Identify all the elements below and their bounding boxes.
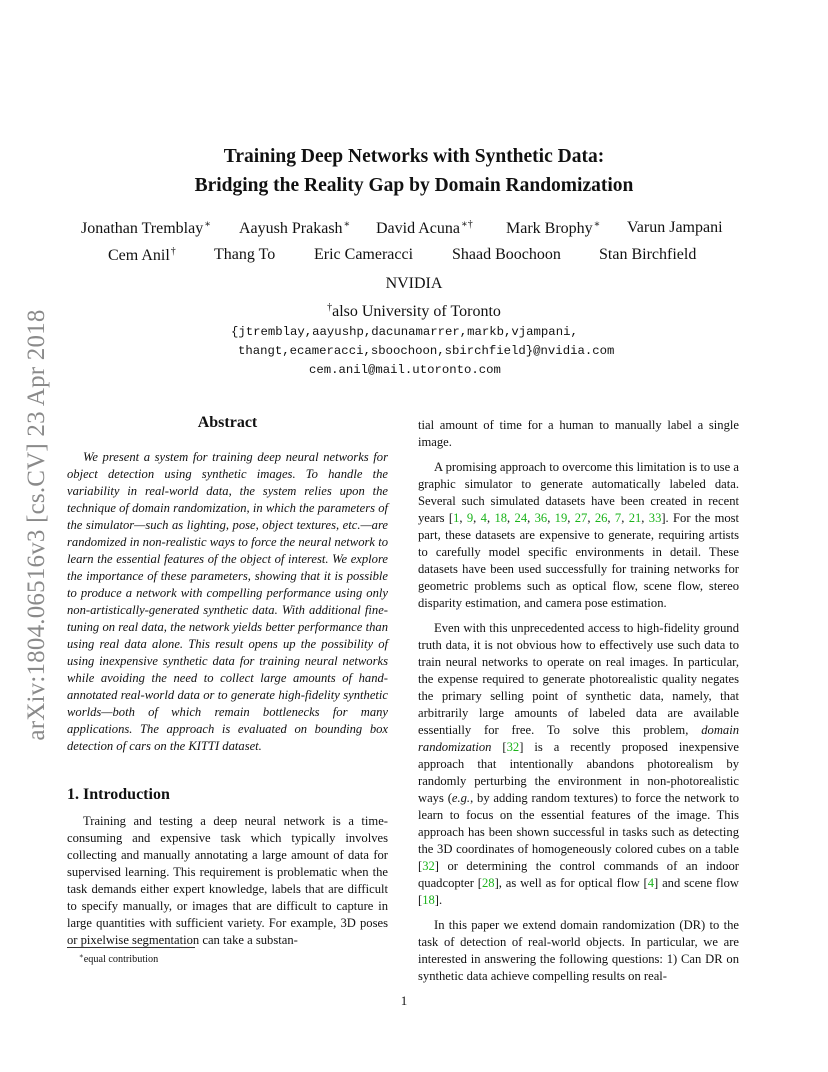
citation-link[interactable]: 28 <box>482 876 495 890</box>
footnote: ∗equal contribution <box>79 952 159 965</box>
author-tremblay: Jonathan Tremblay∗ <box>81 219 212 237</box>
paragraph-simulators: A promising approach to overcome this limitation is to use a graphic simulator to generate automatically labeled data. Several such simulated datasets have been created in recent years [1, 9, 4, 18, 24, 36, 19, 27, 26, 7, 21, 33]. For the most part, these datasets are expensive to generate, requiring artists to carefully model specific environments in detail. These datasets have been used successfully for training networks for geometric problems such as optical flow, scene flow, stereo disparity estimation, and camera pose estimation. <box>418 460 740 610</box>
email-line-1: {jtremblay,aayushp,dacunamarrer,markb,vjampani, <box>231 325 578 339</box>
title-line-2: Bridging the Reality Gap by Domain Randomization <box>194 175 634 196</box>
citation-list: 1, 9, 4, 18, 24, 36, 19, 27, 26, 7, 21, 33 <box>453 511 662 525</box>
author-anil: Cem Anil† <box>108 246 176 264</box>
citation-link[interactable]: 1 <box>453 511 460 525</box>
paragraph-this-paper: In this paper we extend domain randomization (DR) to the task of detection of real-world objects. In particular, we are interested in answering the following questions: 1) Can DR on synthetic data achieve compelling results on real- <box>418 918 739 983</box>
abstract-body <box>67 449 388 763</box>
citation-link[interactable]: 9 <box>466 511 474 525</box>
author-cameracci: Eric Cameracci <box>314 246 414 263</box>
author-prakash: Aayush Prakash∗ <box>239 219 351 237</box>
introduction-body <box>67 813 388 957</box>
author-brophy: Mark Brophy∗ <box>506 219 601 237</box>
paragraph-domain-randomization: Even with this unprecedented access to high-fidelity ground truth data, it is not obvious how to effectively use such data to train neural networks to operate on real images. In particular, the expense required to generate photorealistic quality negates the primary selling point of synthetic data, namely, that arbitrarily large amounts of labeled data are available essentially for free. To solve this problem, domain randomization [32] is a recently proposed inexpensive approach that intentionally abandons photorealism by randomly perturbing the environment in non-photorealistic ways (e.g., by adding random textures) to force the network to learn to focus on the essential features of the image. This approach has been shown successful in tasks such as detecting the 3D coordinates of homogeneously colored cubes on a table [32] or determining the control commands of an indoor quadcopter [28], as well as for optical flow [4] and scene flow [18]. <box>418 621 740 907</box>
paragraph-continuation: tial amount of time for a human to manually label a single image. <box>418 418 739 449</box>
citation-link[interactable]: 18 <box>422 893 435 907</box>
citation-link[interactable]: 7 <box>614 511 622 525</box>
citation-link[interactable]: 19 <box>554 511 568 525</box>
abstract-heading: Abstract <box>197 414 258 431</box>
author-to: Thang To <box>214 246 276 263</box>
footnote-rule <box>67 947 195 948</box>
email-line-3: cem.anil@mail.utoronto.com <box>309 363 501 377</box>
affiliation-org: NVIDIA <box>385 275 443 292</box>
author-jampani: Varun Jampani <box>627 219 723 236</box>
introduction-heading: 1. Introduction <box>67 786 170 803</box>
citation-link[interactable]: 32 <box>422 859 435 873</box>
citation-link[interactable]: 21 <box>628 511 642 525</box>
page-number: 1 <box>400 993 408 1008</box>
abstract-text: We present a system for training deep neural networks for object detection using synthetic images. To handle the variability in real-world data, the system relies upon the technique of domain randomization, in which the parameters of the simulator—such as lighting, pose, object textures, etc.—are randomized in non-realistic ways to force the neural network to learn the essential features of the object of interest. We explore the importance of these parameters, showing that it is possible to produce a network with compelling performance using only non-artistically-generated synthetic data. With additional fine-tuning on real data, the network yields better performance than using real data alone. This result opens up the possibility of using inexpensive synthetic data for training neural networks while avoiding the need to collect large amounts of hand-annotated real-world data or to generate high-fidelity synthetic worlds—both of which remain bottlenecks for many applications. The approach is evaluated on bounding box detection of cars on the KITTI dataset. <box>67 450 388 753</box>
paper-title <box>0 142 828 200</box>
citation-link[interactable]: 4 <box>647 876 655 890</box>
citation-link[interactable]: 4 <box>480 511 487 525</box>
citation-link[interactable]: 27 <box>574 511 588 525</box>
citation-link[interactable]: 24 <box>514 511 528 525</box>
affiliation-secondary: †also University of Toronto <box>327 302 501 320</box>
citation-link[interactable]: 36 <box>534 511 548 525</box>
citation-link[interactable]: 33 <box>648 511 662 525</box>
citation-link[interactable]: 32 <box>506 740 520 754</box>
author-acuna: David Acuna∗† <box>376 219 473 237</box>
citation-link[interactable]: 18 <box>494 511 508 525</box>
author-birchfield: Stan Birchfield <box>599 246 697 263</box>
citation-link[interactable]: 26 <box>594 511 608 525</box>
right-column <box>418 417 739 993</box>
intro-paragraph-1: Training and testing a deep neural network is a time-consuming and expensive task which typically involves collecting and manually annotating a large amount of data for supervised learning. This requirement is problematic when the task demands either expert knowledge, labels that are difficult to specify manually, or images that are difficult to capture in large quantities with sufficient variety. For example, 3D poses or pixelwise segmentation can take a substan- <box>67 814 388 947</box>
arxiv-identifier: arXiv:1804.06516v3 [cs.CV] 23 Apr 2018 <box>23 309 50 741</box>
author-boochoon: Shaad Boochoon <box>452 246 561 263</box>
email-line-2: thangt,ecameracci,sboochoon,sbirchfield}@nvidia.com <box>238 344 615 358</box>
title-line-1: Training Deep Networks with Synthetic Data: <box>223 146 605 167</box>
